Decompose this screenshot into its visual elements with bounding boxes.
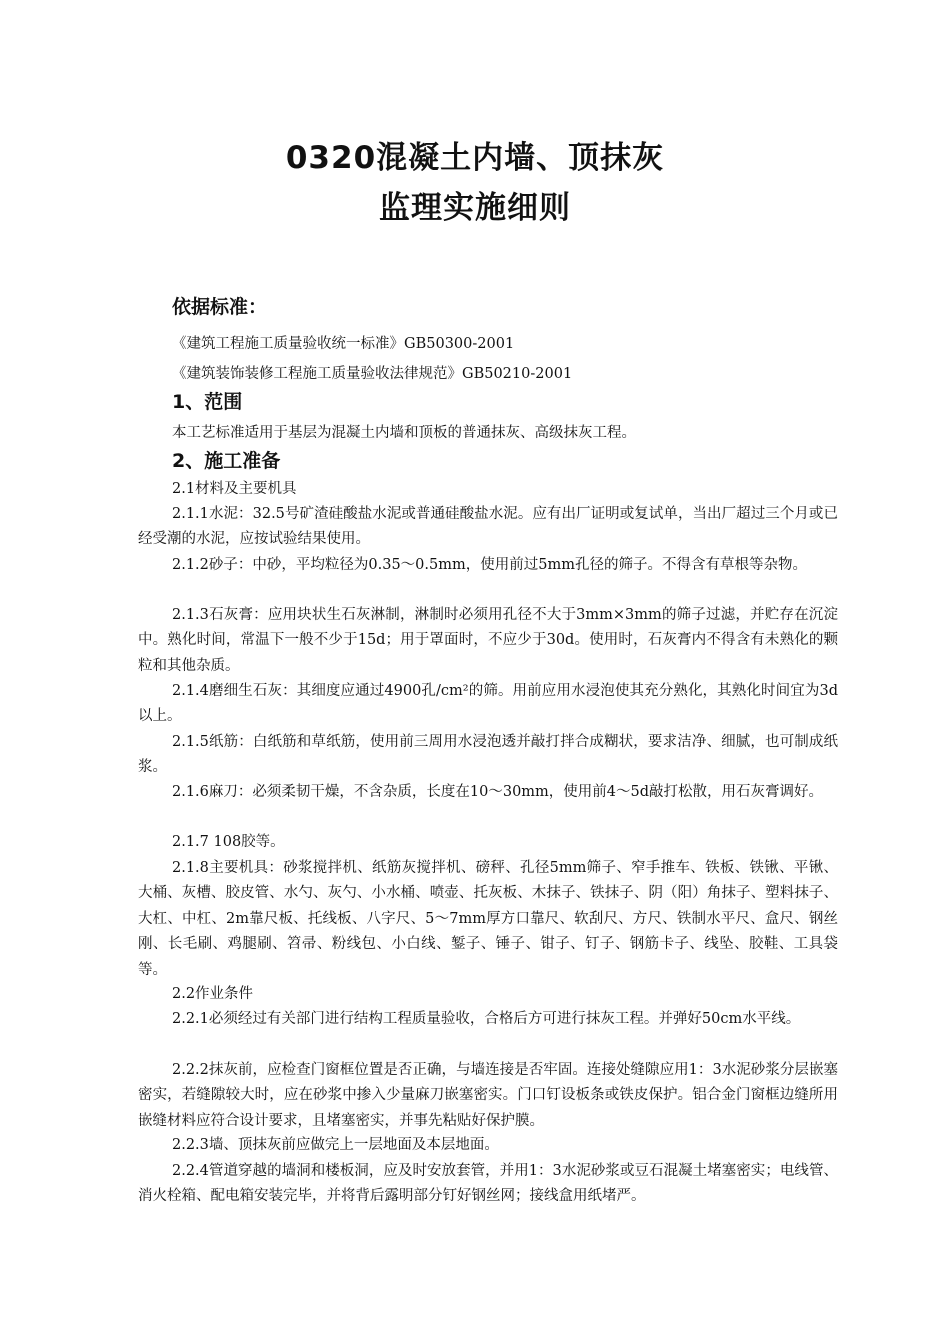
- paragraph-2-1-2: 2.1.2砂子：中砂，平均粒径为0.35～0.5mm，使用前过5mm孔径的筛子。不得含有草根等杂物。: [172, 557, 807, 573]
- section-1-text: 本工艺标准适用于基层为混凝土内墙和顶板的普通抹灰、高级抹灰工程。: [172, 425, 636, 441]
- paragraph-2-2-4: 2.2.4管道穿越的墙洞和楼板洞，应及时安放套管，并用1：3水泥砂浆或豆石混凝土堵塞密实；电线管、消火栓箱、配电箱安装完毕，并将背后露明部分钉好钢丝网；接线盒用纸堵严。: [138, 1163, 838, 1205]
- paragraph-2-2-3: 2.2.3墙、顶抹灰前应做完上一层地面及本层地面。: [172, 1137, 499, 1153]
- document-title-line1: 0320混凝土内墙、顶抹灰: [285, 140, 665, 176]
- paragraph-2-1-3: 2.1.3石灰膏：应用块状生石灰淋制，淋制时必须用孔径不大于3mm×3mm的筛子过滤，并贮存在沉淀中。熟化时间，常温下一般不少于15d；用于罩面时，不应少于30d。使用时，石灰膏内不得含有未熟化的颗粒和其他杂质。: [138, 607, 838, 674]
- section-2-heading: 2、施工准备: [172, 450, 281, 472]
- paragraph-2-1-6: 2.1.6麻刀：必须柔韧干燥，不含杂质，长度在10～30mm，使用前4～5d敲打松散，用石灰膏调好。: [172, 784, 824, 800]
- basis-ref-1: 《建筑工程施工质量验收统一标准》GB50300-2001: [172, 336, 515, 352]
- paragraph-2-2-2: 2.2.2抹灰前，应检查门窗框位置是否正确，与墙连接是否牢固。连接处缝隙应用1：3水泥砂浆分层嵌塞密实，若缝隙较大时，应在砂浆中掺入少量麻刀嵌塞密实。门口钉设板条或铁皮保护。铝合金门窗框边缝所用嵌缝材料应符合设计要求，且堵塞密实，并事先粘贴好保护膜。: [138, 1062, 838, 1129]
- paragraph-2-1: 2.1材料及主要机具: [172, 481, 297, 497]
- paragraph-2-1-8: 2.1.8主要机具：砂浆搅拌机、纸筋灰搅拌机、磅秤、孔径5mm筛子、窄手推车、铁板、铁锹、平锹、大桶、灰槽、胶皮管、水勺、灰勺、小水桶、喷壶、托灰板、木抹子、铁抹子、阴（阳）角抹子、塑料抹子、大杠、中杠、2m靠尺板、托线板、八字尺、5～7mm厚方口靠尺、软刮尺、方尺、铁制水平尺、盒尺、钢丝刚、长毛刷、鸡腿刷、笤帚、粉线包、小白线、錾子、锤子、钳子、钉子、钢筋卡子、线坠、胶鞋、工具袋等。: [138, 860, 838, 978]
- paragraph-2-1-7: 2.1.7 108胶等。: [172, 834, 285, 850]
- paragraph-2-1-1: 2.1.1水泥：32.5号矿渣硅酸盐水泥或普通硅酸盐水泥。应有出厂证明或复试单，当出厂超过三个月或已经受潮的水泥，应按试验结果使用。: [138, 506, 838, 548]
- paragraph-2-1-5: 2.1.5纸筋：白纸筋和草纸筋，使用前三周用水浸泡透并敲打拌合成糊状，要求洁净、细腻，也可制成纸浆。: [138, 734, 838, 776]
- paragraph-2-2: 2.2作业条件: [172, 986, 254, 1002]
- paragraph-2-1-4: 2.1.4磨细生石灰：其细度应通过4900孔/cm²的筛。用前应用水浸泡使其充分熟化，其熟化时间宜为3d以上。: [138, 683, 838, 725]
- document-title-line2: 监理实施细则: [379, 190, 571, 226]
- paragraph-2-2-1: 2.2.1必须经过有关部门进行结构工程质量验收，合格后方可进行抹灰工程。并弹好50cm水平线。: [172, 1011, 801, 1027]
- basis-ref-2: 《建筑装饰装修工程施工质量验收法律规范》GB50210-2001: [172, 366, 573, 382]
- section-1-heading: 1、范围: [172, 391, 243, 413]
- basis-heading: 依据标准：: [172, 296, 268, 318]
